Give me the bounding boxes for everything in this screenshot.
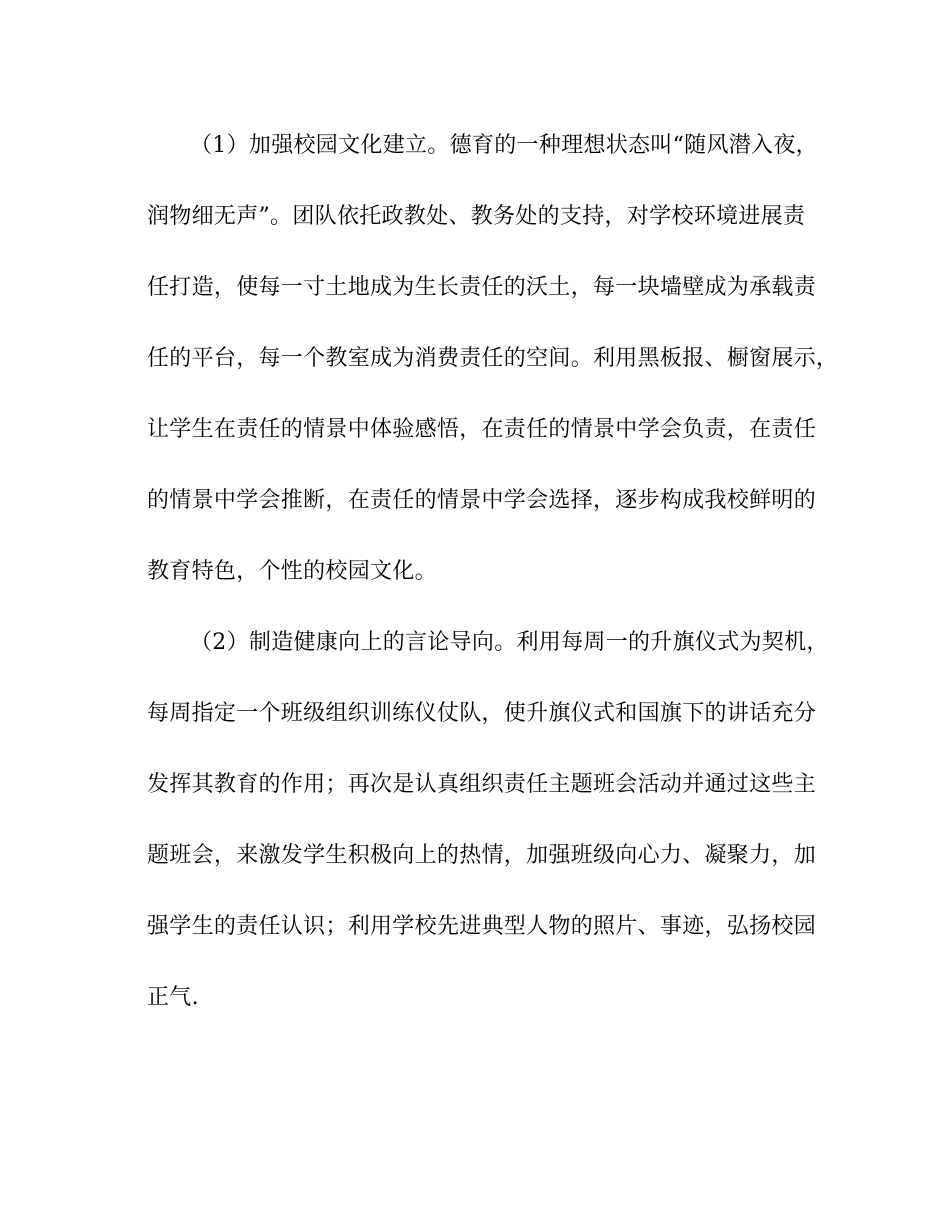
paragraph-line: （2）制造健康向上的言论导向。利用每周一的升旗仪式为契机， <box>190 630 829 655</box>
paragraph-line: （1）加强校园文化建立。德育的一种理想状态叫“随风潜入夜， <box>190 133 818 158</box>
paragraph-line: 强学生的责任认识；利用学校先进典型人物的照片、事迹，弘扬校园 <box>147 914 817 939</box>
paragraph-line: 的情景中学会推断，在责任的情景中学会选择，逐步构成我校鲜明的 <box>147 488 817 513</box>
paragraph-line: 正气. <box>147 985 199 1010</box>
paragraph-line: 让学生在责任的情景中体验感悟，在责任的情景中学会负责，在责任 <box>147 417 817 442</box>
paragraph-line: 发挥其教育的作用；再次是认真组织责任主题班会活动并通过这些主 <box>147 772 817 797</box>
paragraph-line: 每周指定一个班级组织训练仪仗队，使升旗仪式和国旗下的讲话充分 <box>147 701 817 726</box>
paragraph-line: 任的平台，每一个教室成为消费责任的空间。利用黑板报、橱窗展示， <box>147 346 839 371</box>
paragraph-line: 教育特色，个性的校园文化。 <box>147 559 437 584</box>
paragraph-line: 润物细无声”。团队依托政教处、教务处的支持，对学校环境进展责 <box>147 204 806 229</box>
paragraph-line: 题班会，来激发学生积极向上的热情，加强班级向心力、凝聚力，加 <box>147 843 817 868</box>
paragraph-line: 任打造，使每一寸土地成为生长责任的沃土，每一块墙壁成为承载责 <box>147 275 817 300</box>
